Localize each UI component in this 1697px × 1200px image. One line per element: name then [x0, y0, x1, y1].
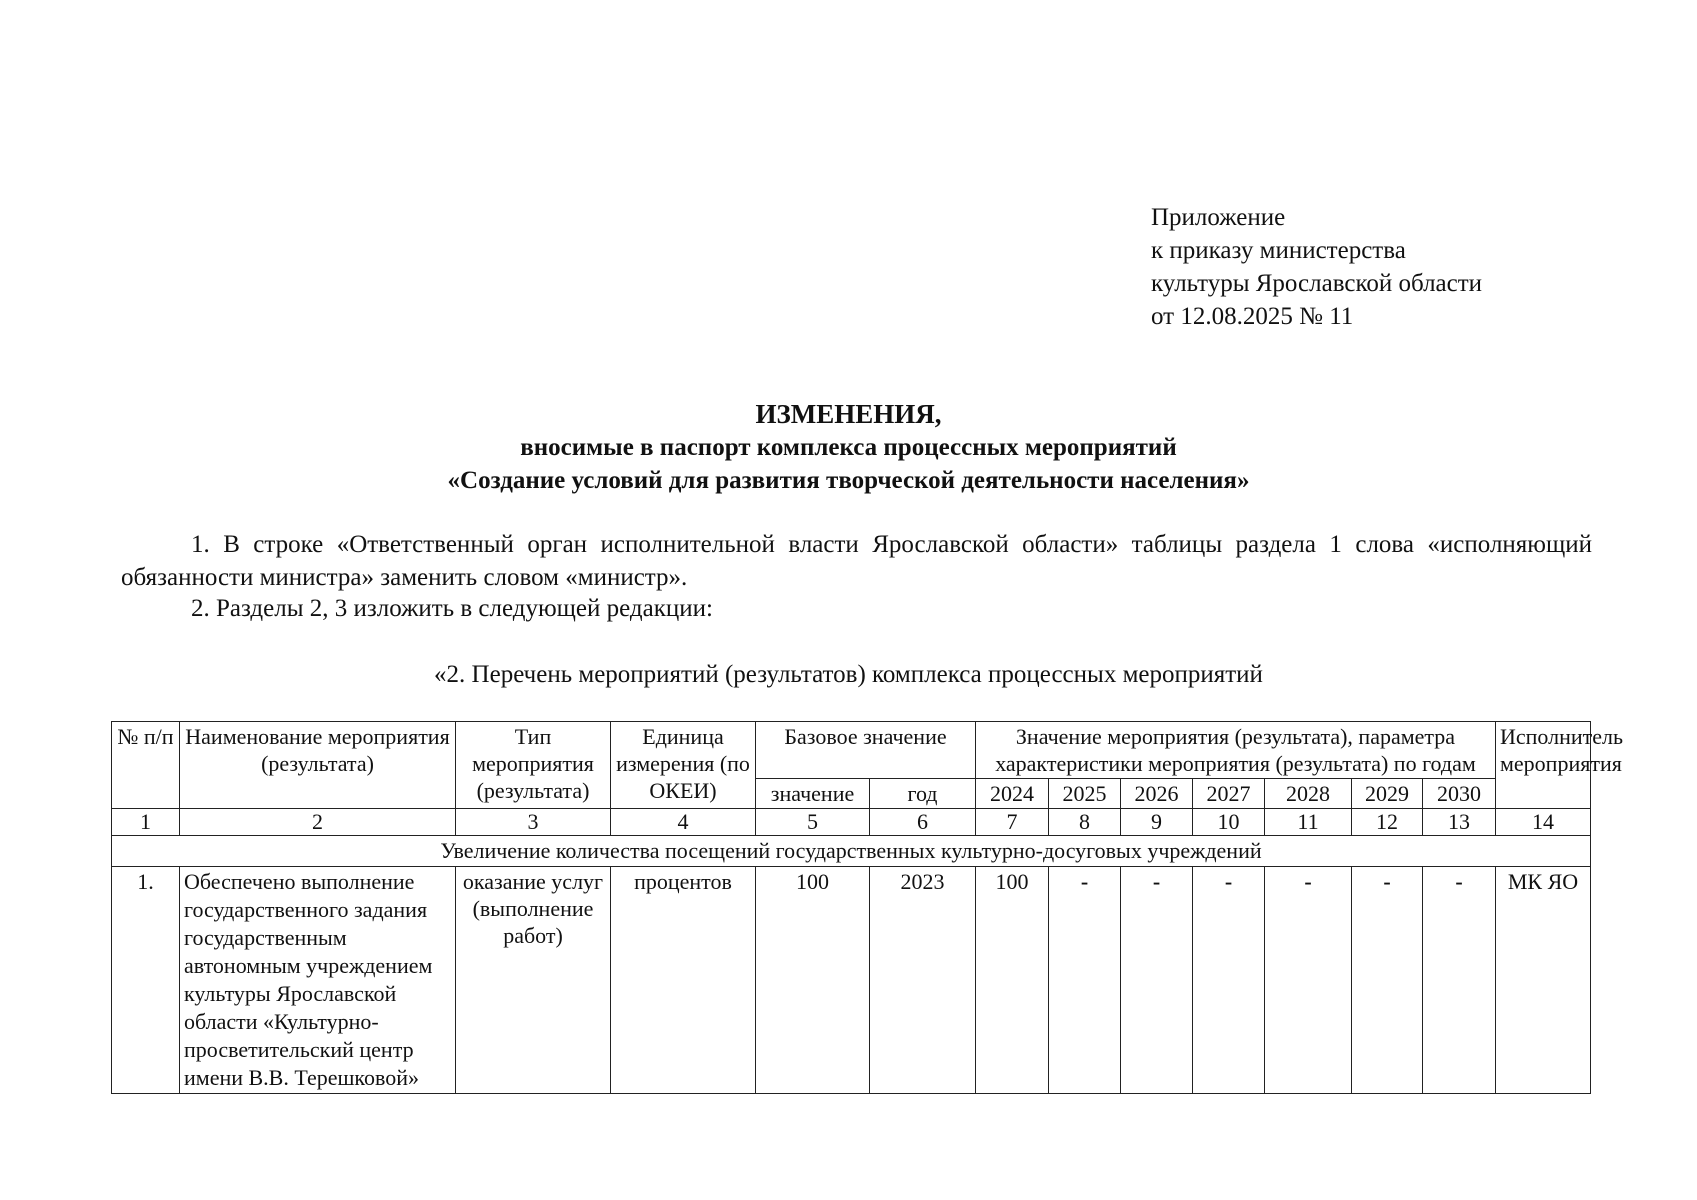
paragraph-2: 2. Разделы 2, 3 изложить в следующей редакции:	[191, 595, 713, 622]
cell-type: оказание услуг (выполнение работ)	[456, 867, 611, 1094]
document-heading	[0, 398, 1697, 497]
header-year: 2030	[1423, 779, 1496, 809]
cell-num: 1.	[112, 867, 180, 1094]
appendix-line: Приложение	[1151, 204, 1286, 231]
header-year: 2027	[1193, 779, 1265, 809]
section-title: «2. Перечень мероприятий (результатов) комплекса процессных мероприятий	[434, 661, 1263, 688]
cell-value: -	[1193, 867, 1265, 1094]
column-number: 6	[870, 809, 976, 836]
header-year: 2026	[1121, 779, 1193, 809]
paragraph-1: 1. В строке «Ответственный орган исполнительной власти Ярославской области» таблицы раздела 1 слова «исполняющий обязанности министра» заменить словом «министр».	[121, 531, 1592, 591]
header-year: 2024	[976, 779, 1049, 809]
cell-name: Обеспечено выполнение государственного задания государственным автономным учреждением культуры Ярославской области «Культурно-просветительский центр имени В.В. Терешковой»	[180, 867, 456, 1094]
appendix-line: от 12.08.2025 № 11	[1151, 303, 1354, 330]
header-type: Тип мероприятия (результата)	[456, 722, 611, 809]
column-number: 10	[1193, 809, 1265, 836]
column-number: 4	[611, 809, 756, 836]
column-number: 2	[180, 809, 456, 836]
document-subtitle: «Создание условий для развития творческой деятельности населения»	[447, 467, 1250, 494]
cell-value: 100	[976, 867, 1049, 1094]
document-title: ИЗМЕНЕНИЯ,	[755, 399, 942, 429]
cell-value: -	[1352, 867, 1423, 1094]
header-yearly: Значение мероприятия (результата), параметра характеристики мероприятия (результата) по годам	[976, 722, 1496, 779]
header-row	[112, 722, 1591, 779]
column-number: 14	[1496, 809, 1591, 836]
header-base: Базовое значение	[756, 722, 976, 779]
header-base-value: значение	[756, 779, 870, 809]
column-number-row	[112, 809, 1591, 836]
document-subtitle: вносимые в паспорт комплекса процессных мероприятий	[520, 434, 1177, 461]
cell-value: -	[1121, 867, 1193, 1094]
header-year: 2025	[1049, 779, 1121, 809]
header-year: 2028	[1265, 779, 1352, 809]
header-year: 2029	[1352, 779, 1423, 809]
appendix-line: культуры Ярославской области	[1151, 270, 1483, 297]
column-number: 3	[456, 809, 611, 836]
header-name: Наименование мероприятия (результата)	[180, 722, 456, 809]
column-number: 1	[112, 809, 180, 836]
table-row	[112, 867, 1591, 1094]
column-number: 13	[1423, 809, 1496, 836]
cell-executor: МК ЯО	[1496, 867, 1591, 1094]
cell-base-year: 2023	[870, 867, 976, 1094]
header-num: № п/п	[112, 722, 180, 809]
header-base-year: год	[870, 779, 976, 809]
cell-base-value: 100	[756, 867, 870, 1094]
group-row	[112, 836, 1591, 867]
header-unit: Единица измерения (по ОКЕИ)	[611, 722, 756, 809]
column-number: 9	[1121, 809, 1193, 836]
cell-value: -	[1049, 867, 1121, 1094]
column-number: 5	[756, 809, 870, 836]
header-executor: Исполнитель мероприятия	[1496, 722, 1591, 809]
column-number: 12	[1352, 809, 1423, 836]
cell-value: -	[1423, 867, 1496, 1094]
appendix-line: к приказу министерства	[1151, 237, 1406, 264]
cell-unit: процентов	[611, 867, 756, 1094]
column-number: 8	[1049, 809, 1121, 836]
column-number: 7	[976, 809, 1049, 836]
appendix-block	[1151, 201, 1482, 333]
column-number: 11	[1265, 809, 1352, 836]
group-title: Увеличение количества посещений государственных культурно-досуговых учреждений	[112, 836, 1591, 867]
measures-table	[111, 721, 1624, 1094]
cell-value: -	[1265, 867, 1352, 1094]
